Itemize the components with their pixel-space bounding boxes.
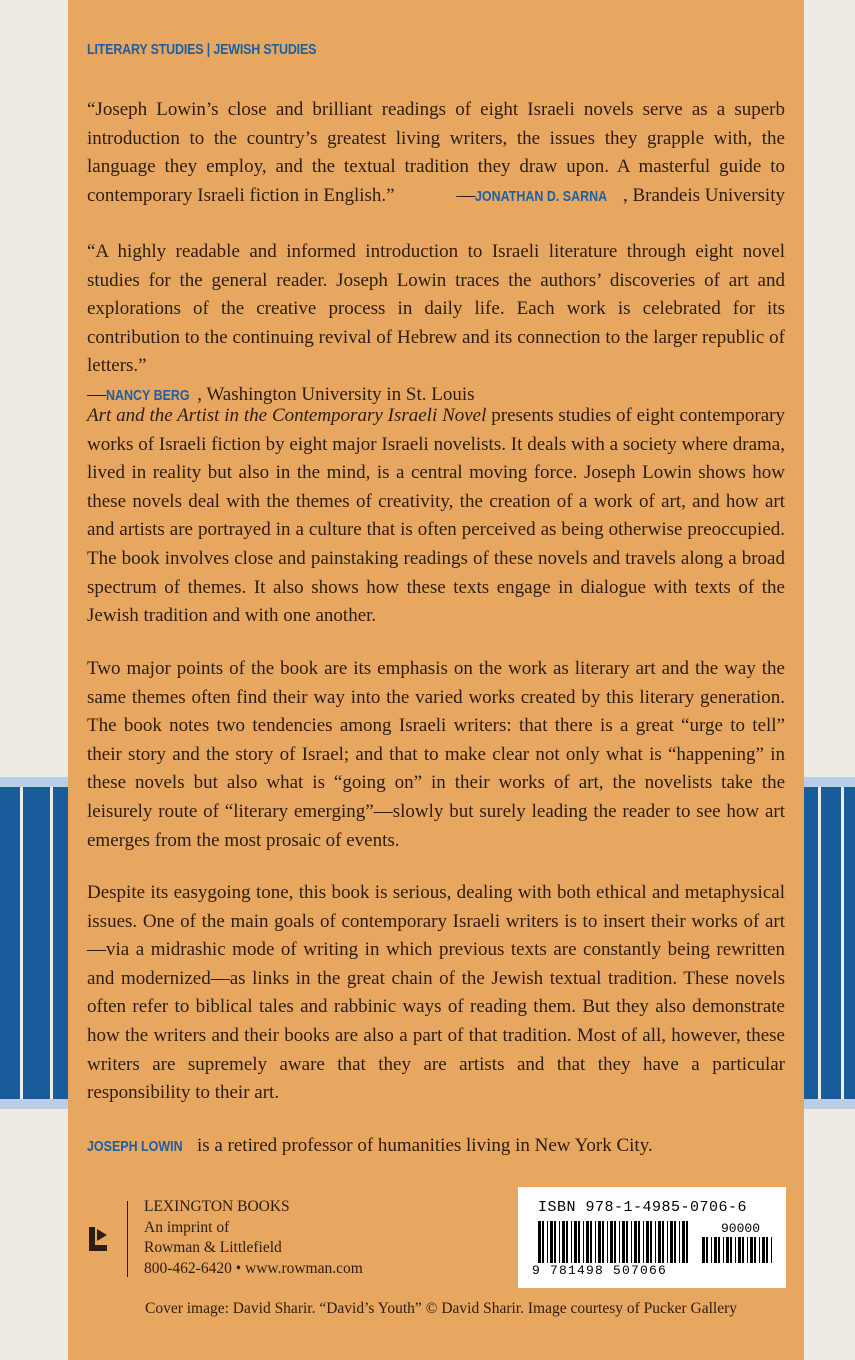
- barcode-bar: [718, 1237, 720, 1263]
- barcode-bar: [730, 1237, 732, 1263]
- blurb-sarna: [87, 96, 785, 211]
- barcode-bar: [595, 1221, 596, 1263]
- barcode-bar: [607, 1221, 608, 1263]
- barcode-box: [518, 1187, 786, 1288]
- stripe-white-line: [841, 787, 844, 1099]
- barcode-bar: [766, 1237, 768, 1263]
- barcode-bar: [759, 1237, 760, 1263]
- description-paragraph-1: Art and the Artist in the Contemporary Israeli Novel presents studies of eight contemporary works of Israeli fiction by eight major Israeli novelists. It deals with a society where drama, lived in reality but also in the mind, is a central moving force. Joseph Lowin shows how these novels deal with the themes of creativity, the creation of a work of art, and how art and artists are portrayed in a culture that is often perceived as being otherwise preoccupied. The book involves close and painstaking readings of these novels and travels along a broad spectrum of themes. It also shows how these texts engage in dialogue with texts of the Jewish tradition and with one another.: [87, 405, 785, 627]
- barcode-bar: [738, 1237, 741, 1263]
- barcode-bar: [590, 1221, 592, 1263]
- barcode-bar: [598, 1221, 601, 1263]
- blurb-quote: “A highly readable and informed introduction to Israeli literature through eight novel studies for the general reader. Joseph Lowin traces the authors’ discoveries of art and explorations of the creative process in daily life. Each work is celebrated for its contribution to the continuing revival of Hebrew and its connection to the larger republic of letters.”: [87, 241, 785, 377]
- barcode-bar: [714, 1237, 717, 1263]
- barcode-bar: [602, 1221, 604, 1263]
- description-paragraph-3: Despite its easygoing tone, this book is serious, dealing with both ethical and metaphysical issues. One of the main goals of contemporary Israeli writers is to insert their works of art—via a midrashic mode of writing in which previous texts are constantly being rewritten and modernized—as links in the great chain of the Jewish textual tradition. These novels often refer to biblical tales and rabbinic ways of reading them. But they also demonstrate how the writers and their books are also a part of that tradition. Most of all, however, these writers are supremely aware that they are artists and that they have a particular responsibility to their art.: [87, 882, 785, 1104]
- description-paragraph-2: Two major points of the book are its emphasis on the work as literary art and the way the same themes often find their way into the varied works created by this literary generation. The book notes two tendencies among Israeli writers: that there is a great “urge to tell” their story and the story of Israel; and that to make clear not only what is “happening” in these novels but also what is “going on” in their works of art, the novelists take the leisurely route of “literary emerging”—slowly but surely leading the reader to see how art emerges from the most prosaic of events.: [87, 658, 785, 851]
- barcode-bar: [702, 1237, 705, 1263]
- barcode-bar: [586, 1221, 589, 1263]
- publisher-parent: Rowman & Littlefield: [144, 1239, 282, 1256]
- barcode-bar: [686, 1221, 688, 1263]
- stripe-white-line: [20, 787, 23, 1099]
- author-bio: JOSEPH LOWIN is a retired professor of humanities living in New York City.: [87, 1132, 785, 1162]
- barcode-bar: [631, 1221, 632, 1263]
- barcode-bar: [754, 1237, 756, 1263]
- barcode-bar: [578, 1221, 580, 1263]
- barcode-bar: [550, 1221, 553, 1263]
- barcode-bar: [735, 1237, 736, 1263]
- lexington-logo-icon: [87, 1225, 109, 1255]
- stripe-white-line: [50, 787, 53, 1099]
- barcode-bar: [562, 1221, 565, 1263]
- barcode-bar: [626, 1221, 628, 1263]
- publisher-imprint: An imprint of: [144, 1218, 230, 1236]
- barcode-bar: [554, 1221, 556, 1263]
- subject-header: LITERARY STUDIES | JEWISH STUDIES: [87, 42, 317, 58]
- barcode-bar: [667, 1221, 668, 1263]
- barcode-bar: [622, 1221, 625, 1263]
- barcode-bar: [646, 1221, 649, 1263]
- publisher-contact: 800-462-6420 • www.rowman.com: [144, 1259, 363, 1277]
- barcode-bar: [670, 1221, 673, 1263]
- barcode-bar: [762, 1237, 765, 1263]
- author-name: JOSEPH LOWIN: [87, 1139, 183, 1155]
- barcode-bar: [610, 1221, 613, 1263]
- barcode-bar: [538, 1221, 541, 1263]
- barcode-bar: [771, 1237, 772, 1263]
- barcode-bar: [559, 1221, 560, 1263]
- barcode-bar: [614, 1221, 616, 1263]
- blurb-quote: “Joseph Lowin’s close and brilliant readings of eight Israeli novels serve as a superb introduction to the country’s greatest living writers, the issues they grapple with, the language they employ, and the textual tradition they draw upon. A masterful guide to contemporary Israeli fiction in English.”: [87, 99, 785, 206]
- publisher-name: LEXINGTON BOOKS: [144, 1198, 290, 1215]
- barcode-bar: [574, 1221, 577, 1263]
- blurb-author: NANCY BERG: [106, 387, 190, 404]
- barcode-bar: [655, 1221, 656, 1263]
- barcode-bar: [547, 1221, 548, 1263]
- barcode-bar: [643, 1221, 644, 1263]
- barcode-bar: [674, 1221, 676, 1263]
- barcode-bar: [566, 1221, 568, 1263]
- barcode-bar: [634, 1221, 637, 1263]
- barcode-bar: [723, 1237, 724, 1263]
- barcode-bar: [711, 1237, 712, 1263]
- barcode-bar: [682, 1221, 685, 1263]
- barcode-bars: [518, 1217, 786, 1263]
- cover-image-credit: Cover image: David Sharir. “David’s Youth” © David Sharir. Image courtesy of Pucker Gallery: [145, 1300, 738, 1317]
- barcode-bar: [638, 1221, 640, 1263]
- barcode-bar: [742, 1237, 744, 1263]
- barcode-bar: [662, 1221, 664, 1263]
- publisher-lines: [144, 1197, 424, 1279]
- barcode-bar: [571, 1221, 572, 1263]
- publisher-divider: [127, 1201, 128, 1277]
- barcode-bar: [619, 1221, 620, 1263]
- barcode-bar: [650, 1221, 652, 1263]
- barcode-bar: [583, 1221, 584, 1263]
- barcode-bar: [726, 1237, 729, 1263]
- blurb-attribution: —NANCY BERG , Washington University in St. Louis: [87, 381, 785, 411]
- isbn-text: ISBN 978-1-4985-0706-6: [538, 1199, 748, 1216]
- book-title: Art and the Artist in the Contemporary Israeli Novel: [87, 405, 487, 426]
- barcode-bar: [679, 1221, 680, 1263]
- blurb-author: JONATHAN D. SARNA: [475, 188, 608, 205]
- price-addon-text: 90000: [721, 1221, 761, 1236]
- barcode-bar: [750, 1237, 753, 1263]
- barcode-bar: [542, 1221, 544, 1263]
- stripe-white-line: [818, 787, 821, 1099]
- barcode-digits: 9 781498 507066: [532, 1263, 668, 1278]
- barcode-bar: [747, 1237, 748, 1263]
- barcode-bar: [658, 1221, 661, 1263]
- barcode-bar: [706, 1237, 708, 1263]
- blurb-attribution: —JONATHAN D. SARNA , Brandeis University: [456, 182, 785, 212]
- blurb-berg: [87, 238, 785, 411]
